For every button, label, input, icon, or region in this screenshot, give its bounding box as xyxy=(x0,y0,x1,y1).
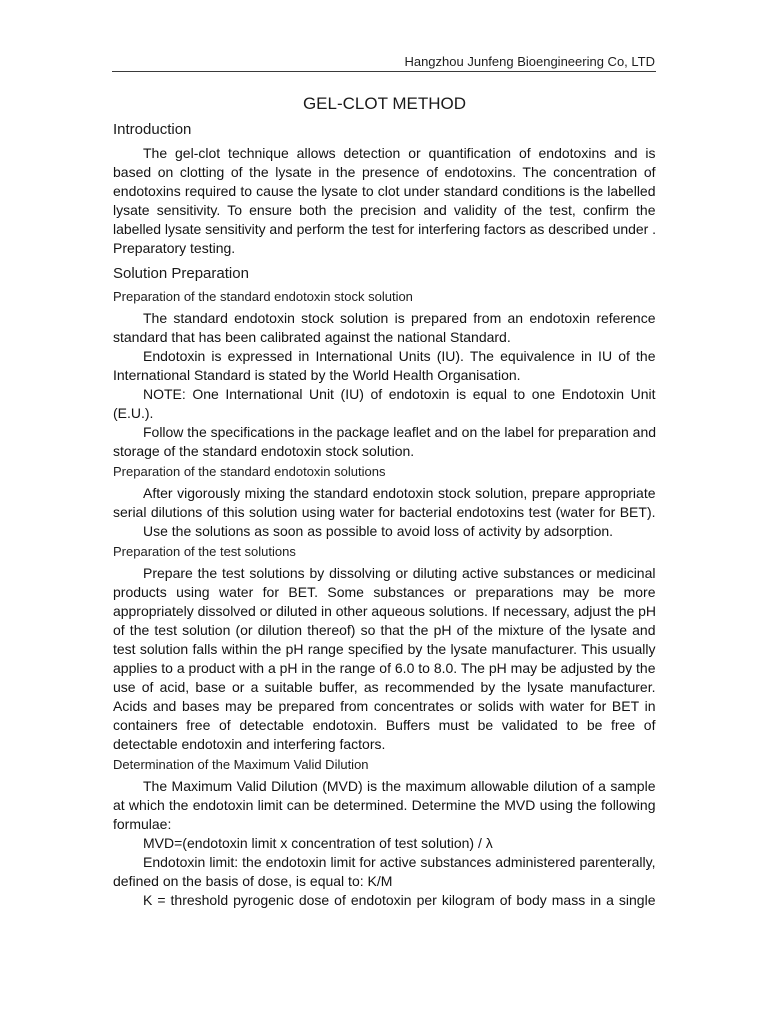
page-header xyxy=(112,53,656,72)
subsection-heading: Determination of the Maximum Valid Dilution xyxy=(113,757,369,772)
paragraph-line: at which the endotoxin limit can be determined. Determine the MVD using the following xyxy=(113,797,656,813)
paragraph-line: appropriately dissolved or diluted in other aqueous solutions. If necessary, adjust the pH xyxy=(113,603,656,619)
paragraph-line: After vigorously mixing the standard endotoxin stock solution, prepare appropriate xyxy=(143,485,656,501)
paragraph xyxy=(113,347,656,385)
paragraph xyxy=(113,309,656,347)
paragraph-line: use of acid, base or a suitable buffer, as recommended by the lysate manufacturer. xyxy=(113,679,656,695)
paragraph-line: Endotoxin is expressed in International Units (IU). The equivalence in IU of the xyxy=(143,348,656,364)
paragraph-line: products using water for BET. Some substances or preparations may be more xyxy=(113,584,656,600)
paragraph-line: storage of the standard endotoxin stock solution. xyxy=(113,443,415,459)
paragraph xyxy=(113,834,656,853)
paragraph-line: based on clotting of the lysate in the presence of endotoxins. The concentration of xyxy=(113,164,656,180)
paragraph-line: Use the solutions as soon as possible to avoid loss of activity by adsorption. xyxy=(143,523,614,539)
paragraph-line: NOTE: One International Unit (IU) of endotoxin is equal to one Endotoxin Unit xyxy=(143,386,656,402)
section-solution-preparation xyxy=(113,264,656,910)
paragraph-line: defined on the basis of dose, is equal to: K/M xyxy=(113,873,393,889)
paragraph xyxy=(113,853,656,891)
paragraph-line: formulae: xyxy=(113,816,172,832)
document-body xyxy=(113,94,656,910)
paragraph-line: The gel-clot technique allows detection or quantification of endotoxins and is xyxy=(143,145,656,161)
subsection-body xyxy=(113,309,656,461)
paragraph-line: MVD=(endotoxin limit x concentration of test solution) / λ xyxy=(143,835,493,851)
subsection-body xyxy=(113,777,656,910)
subsection-heading: Preparation of the standard endotoxin solutions xyxy=(113,464,386,479)
paragraph-line: labelled lysate sensitivity and perform the test for interfering factors as described under . xyxy=(113,221,656,237)
paragraph-line: International Standard is stated by the World Health Organisation. xyxy=(113,367,521,383)
section-heading: Solution Preparation xyxy=(113,265,249,282)
subsection xyxy=(113,462,656,541)
subsection-heading: Preparation of the standard endotoxin stock solution xyxy=(113,289,413,304)
paragraph-line: of the test solution (or dilution thereof) so that the pH of the mixture of the lysate and xyxy=(113,622,656,638)
subsection-body xyxy=(113,564,656,754)
paragraph-line: test solution falls within the pH range specified by the lysate manufacturer. This usually xyxy=(113,641,656,657)
section-heading: Introduction xyxy=(113,121,192,138)
paragraph-line: endotoxins required to cause the lysate to clot under standard conditions is the labelled xyxy=(113,183,656,199)
paragraph-line: Endotoxin limit: the endotoxin limit for active substances administered parenterally, xyxy=(143,854,656,870)
paragraph-line: (E.U.). xyxy=(113,405,154,421)
subsection xyxy=(113,287,656,461)
paragraph-line: Prepare the test solutions by dissolving or diluting active substances or medicinal xyxy=(143,565,656,581)
paragraph-line: standard that has been calibrated against the national Standard. xyxy=(113,329,511,345)
paragraph-line: detectable endotoxin and interfering factors. xyxy=(113,736,386,752)
document-title: GEL-CLOT METHOD xyxy=(302,94,467,113)
paragraph-line: lysate sensitivity. To ensure both the precision and validity of the test, confirm the xyxy=(113,202,656,218)
paragraph xyxy=(113,891,656,910)
paragraph-line: Follow the specifications in the package leaflet and on the label for preparation and xyxy=(143,424,656,440)
paragraph xyxy=(113,484,656,522)
paragraph-line: serial dilutions of this solution using water for bacterial endotoxins test (water for BET). xyxy=(113,504,656,520)
paragraph-line: Preparatory testing. xyxy=(113,240,236,256)
subsection xyxy=(113,755,656,910)
paragraph xyxy=(113,144,656,258)
paragraph xyxy=(113,423,656,461)
paragraph xyxy=(113,564,656,754)
paragraph-line: The Maximum Valid Dilution (MVD) is the maximum allowable dilution of a sample xyxy=(143,778,656,794)
paragraph-line: applies to a product with a pH in the range of 6.0 to 8.0. The pH may be adjusted by the xyxy=(113,660,656,676)
subsection-heading: Preparation of the test solutions xyxy=(113,544,296,559)
paragraph-line: containers free of detectable endotoxin. Buffers must be validated to be free of xyxy=(113,717,656,733)
company-name: Hangzhou Junfeng Bioengineering Co, LTD xyxy=(404,54,655,69)
paragraph xyxy=(113,777,656,834)
paragraph xyxy=(113,385,656,423)
subsection-body xyxy=(113,484,656,541)
section-body xyxy=(113,144,656,258)
section-introduction xyxy=(113,120,656,258)
paragraph xyxy=(113,522,656,541)
subsection xyxy=(113,542,656,754)
paragraph-line: Acids and bases may be prepared from concentrates or solids with water for BET in xyxy=(113,698,656,714)
paragraph-line: The standard endotoxin stock solution is prepared from an endotoxin reference xyxy=(143,310,656,326)
paragraph-line: K = threshold pyrogenic dose of endotoxin per kilogram of body mass in a single xyxy=(143,892,656,908)
